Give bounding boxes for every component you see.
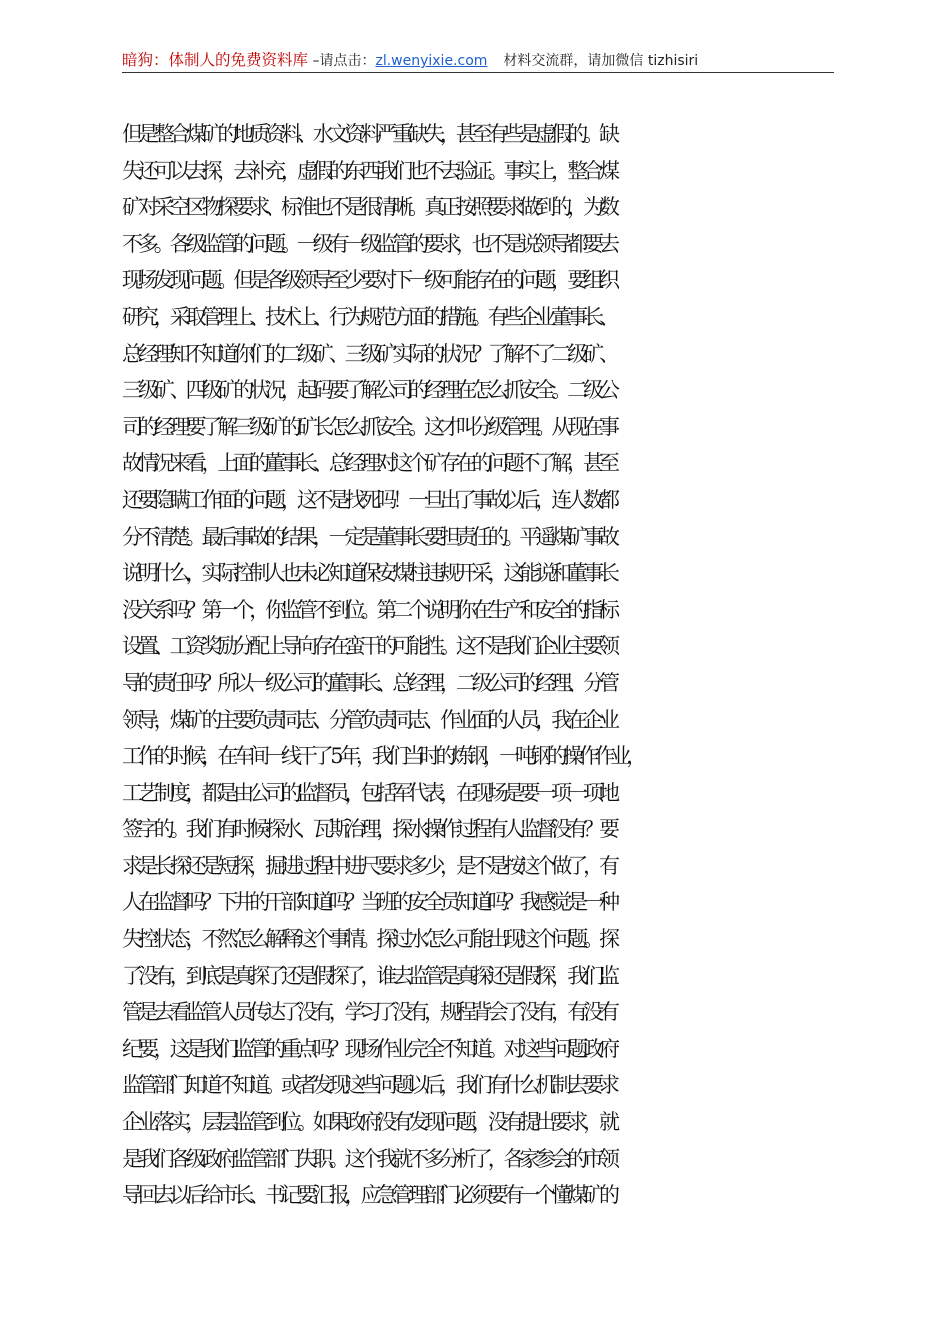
text-line: 司的经理要了解三级矿的矿长怎么抓安全。这才叫分级管理。从现在事 [122,414,615,439]
header-divider [122,72,834,73]
text-line: 监管部门知道不知道。或者发现这些问题以后，我们有什么机制去要求 [122,1073,615,1098]
text-line: 说明什么，实际控制人也未必知道保安煤柱违规开采，这能说和董事长 [122,561,615,586]
text-line: 故情况来看，上面的董事长、总经理对这个矿存在的问题不了解，甚至 [122,451,615,476]
text-line: 纪要，这是我们监管的重点吗？现场作业完全不知道。对这些问题政府 [122,1036,615,1061]
body-paragraph [122,116,857,1214]
text-line: 是我们各级政府监管部门失职。这个我就不多分析了，各家参会的市领 [122,1146,615,1171]
text-line: 设置、工资奖励分配上导向存在蛮干的可能性。这不是我们企业主要领 [122,634,615,659]
text-line: 没关系吗？第一个，你监管不到位。第二个说明你在生产和安全的指标 [122,597,615,622]
text-line: 领导，煤矿的主要负责同志、分管负责同志、作业面的人员，我在企业 [122,707,615,732]
text-line: 不多。各级监管的问题。一级有一级监管的要求，也不是说领导都要去 [122,231,615,256]
text-line: 总经理知不知道你们的二级矿、三级矿实际的状况？了解不了二级矿、 [122,341,615,366]
text-line: 矿对采空区物探要求、标准也不是很清晰。真正按照要求做到的，为数 [122,195,615,220]
page-header [122,48,834,72]
text-line: 但是整合煤矿的地质资料、水文资料严重缺失，甚至有些是虚假的。缺 [122,122,615,146]
text-line: 求是长探还是短探，掘进过程中进尺要求多少，是不是按这个做了，有 [122,853,615,878]
text-line: 导回去以后给市长、书记要汇报，应急管理部门必须要有一个懂煤矿的 [122,1183,615,1208]
text-line: 现场发现问题。但是各级领导至少要对下一级可能存在的问题，要组织 [122,268,615,293]
text-line: 失还可以去探，去补充，虚假的东西我们也不去验证。事实上，整合煤 [122,158,615,183]
text-line: 企业落实，层层监管到位。如果政府没有发现问题，没有提出要求，就 [122,1110,615,1135]
text-line: 了没有，到底是真探了还是假探了，谁去监管是真探还是假探，我们监 [122,963,615,988]
text-line: 分不清楚。最后事故的结果，一定是董事长要担责任的。平遥煤矿事故 [122,524,615,549]
header-link[interactable]: zl.wenyixie.com [375,53,488,69]
text-line: 管是去看监管人员传达了没有，学习了没有，规程背会了没有，有没有 [122,1000,615,1025]
text-line: 还要隐瞒工作面的问题，这不是找死吗！一旦出了事故以后，连人数都 [122,487,615,512]
header-contact: 材料交流群，请加微信 tizhisiri [503,53,699,69]
text-line: 导的责任吗？所以一级公司的董事长、总经理，二级公司的经理、分管 [122,670,615,695]
text-line: 失控状态，不然怎么解释这个事情。探过水怎么可能出现这个问题。探 [122,927,615,952]
text-line: 研究，采取管理上、技术上、行为规范方面的措施。有些企业董事长、 [122,304,615,329]
text-line: 三级矿、四级矿的状况，起码要了解公司的经理在怎么抓安全。二级公 [122,378,615,403]
text-line: 工艺制度，都是由公司的监督员，包括军代表，在现场是要一项一项地 [122,780,615,805]
header-prompt: –请点击： [308,53,376,69]
text-line: 签字的。我们有时候探水、瓦斯治理，探水操作过程有人监督没有？要 [122,817,615,842]
text-line: 工作的时候，在车间一线干了 5 年，我们当时的炼钢，一吨钢的操作作业， [122,744,643,769]
header-brand: 暗狗：体制人的免费资料库 [122,51,309,69]
text-line: 人在监督吗？下井的干部知道吗？当班的安全员知道吗？我感觉是一种 [122,890,615,915]
